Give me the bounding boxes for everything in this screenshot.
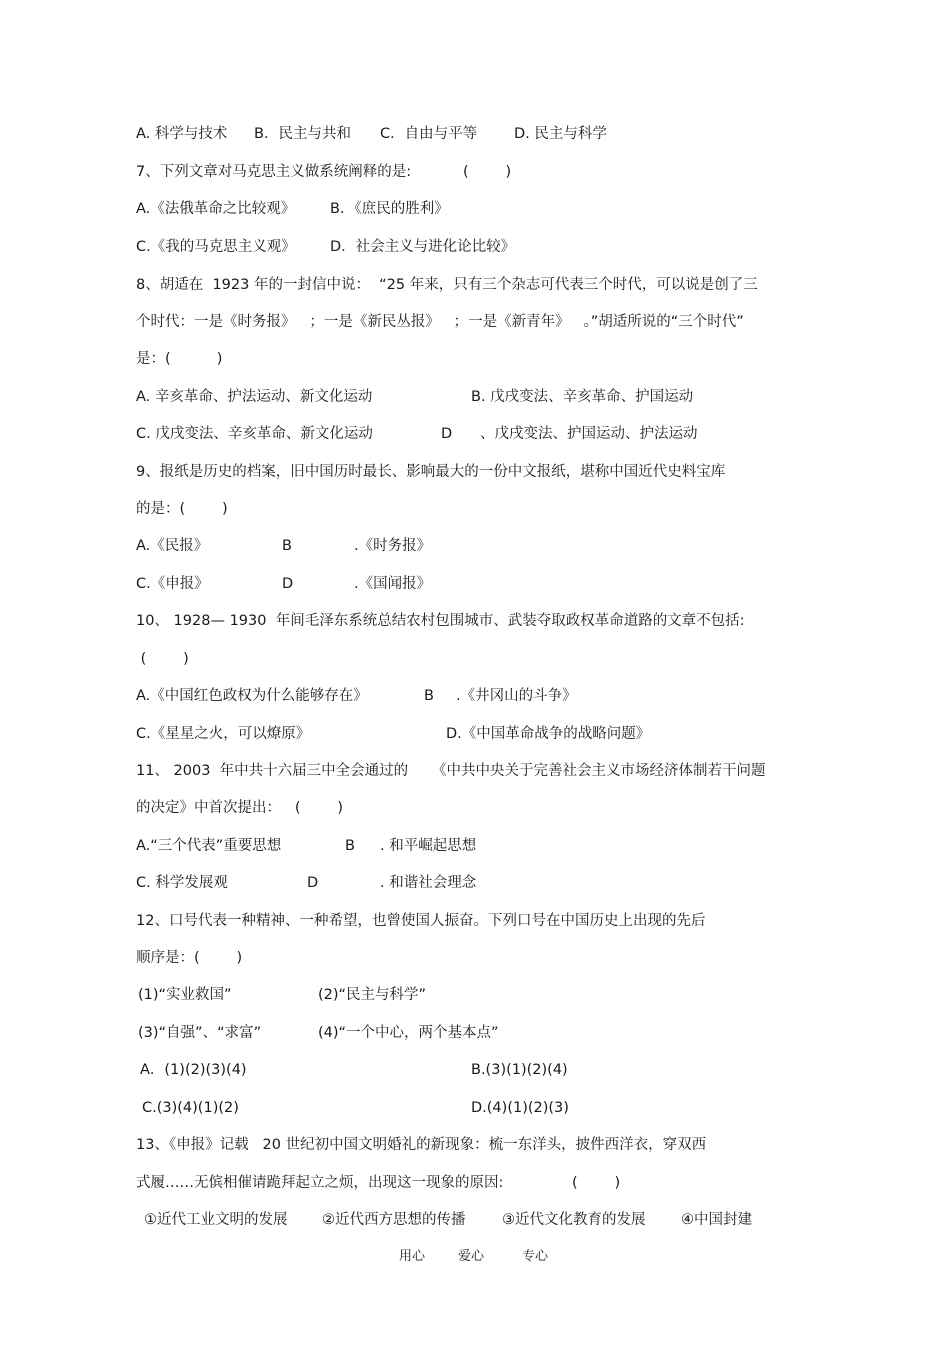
footer-text: 专心 <box>522 1249 549 1264</box>
text-segment: 、戊戌变法、护国运动、护法运动 <box>480 426 698 442</box>
text-segment: 13、《申报》记载 20 世纪初中国文明婚礼的新现象：梳一东洋头，披件西洋衣，穿双西 <box>136 1137 707 1153</box>
text-segment: D <box>307 875 319 891</box>
text-line <box>0 722 950 746</box>
text-segment: ( ) <box>463 164 512 180</box>
footer-text: 用心 <box>399 1249 426 1264</box>
text-segment: ④中国封建 <box>681 1212 752 1228</box>
text-line <box>0 122 950 146</box>
text-segment: ( ) <box>572 1175 621 1191</box>
text-segment: 7、下列文章对马克思主义做系统阐释的是: <box>136 164 412 180</box>
text-segment: D.(4)(1)(2)(3) <box>471 1100 569 1116</box>
text-segment: ②近代西方思想的传播 <box>322 1212 466 1228</box>
text-line <box>0 347 950 371</box>
text-segment: A. 辛亥革命、护法运动、新文化运动 <box>136 389 373 405</box>
text-segment: B．《庶民的胜利》 <box>330 201 449 217</box>
text-line <box>0 273 950 297</box>
text-line <box>0 796 950 820</box>
text-segment: 9、报纸是历史的档案，旧中国历时最长、影响最大的一份中文报纸，堪称中国近代史料宝库 <box>136 464 726 480</box>
text-segment: . 和平崛起思想 <box>380 838 477 854</box>
text-line <box>0 909 950 933</box>
text-segment: C.《我的马克思主义观》 <box>136 239 296 255</box>
text-line <box>0 609 950 633</box>
text-line <box>0 983 950 1007</box>
text-line <box>0 422 950 446</box>
text-segment: D．社会主义与进化论比较》 <box>330 239 516 255</box>
text-segment: ( ) <box>136 651 189 667</box>
text-segment: ③近代文化教育的发展 <box>502 1212 646 1228</box>
text-segment: A．(1)(2)(3)(4) <box>140 1062 247 1078</box>
text-line <box>0 684 950 708</box>
text-segment: D <box>441 426 453 442</box>
text-line <box>0 310 950 334</box>
text-segment: (4)“一个中心，两个基本点” <box>318 1025 499 1041</box>
text-segment: 的是：( ) <box>136 501 228 517</box>
text-segment: . 和谐社会理念 <box>380 875 477 891</box>
text-segment: .《时务报》 <box>354 538 432 554</box>
text-line <box>0 160 950 184</box>
text-segment: A. 科学与技术 <box>136 126 228 142</box>
text-segment: (1)“实业救国” <box>138 987 232 1003</box>
text-segment: C．自由与平等 <box>380 126 478 142</box>
text-line <box>0 1096 950 1120</box>
text-segment: A.“三个代表”重要思想 <box>136 838 282 854</box>
text-line <box>0 497 950 521</box>
text-segment: C.(3)(4)(1)(2) <box>142 1100 239 1116</box>
text-line <box>0 834 950 858</box>
text-segment: ①近代工业文明的发展 <box>144 1212 288 1228</box>
text-line <box>0 946 950 970</box>
text-segment: 式履……无傧相催请跪拜起立之烦，出现这一现象的原因: <box>136 1175 504 1191</box>
text-line <box>0 1058 950 1082</box>
text-segment: 12、口号代表一种精神、一种希望，也曾使国人振奋。下列口号在中国历史上出现的先后 <box>136 913 706 929</box>
text-line <box>0 1208 950 1232</box>
text-segment: (2)“民主与科学” <box>318 987 427 1003</box>
text-segment: B.(3)(1)(2)(4) <box>471 1062 568 1078</box>
text-segment: D.《中国革命战争的战略问题》 <box>446 726 651 742</box>
text-segment: 《中共中央关于完善社会主义市场经济体制若干问题 <box>432 763 766 779</box>
text-segment: C.《星星之火，可以燎原》 <box>136 726 311 742</box>
footer-text: 爱心 <box>458 1249 485 1264</box>
text-segment: C. 戊戌变法、辛亥革命、新文化运动 <box>136 426 373 442</box>
text-line <box>0 1133 950 1157</box>
text-line <box>0 871 950 895</box>
text-segment: B <box>424 688 434 704</box>
text-line <box>0 1021 950 1045</box>
text-segment: B <box>282 538 292 554</box>
text-line <box>0 460 950 484</box>
text-segment: .《国闻报》 <box>354 576 432 592</box>
text-segment: D <box>282 576 294 592</box>
text-line <box>0 1171 950 1195</box>
text-segment: 8、胡适在 1923 年的一封信中说： “25 年来，只有三个杂志可代表三个时代，可以说是创了三 <box>136 277 758 293</box>
text-segment: 个时代：一是《时务报》 ；一是《新民丛报》 ；一是《新青年》 。”胡适所说的“三个时代” <box>136 314 744 330</box>
text-segment: (3)“自强”、“求富” <box>138 1025 262 1041</box>
text-segment: .《井冈山的斗争》 <box>456 688 577 704</box>
text-line <box>0 385 950 409</box>
text-segment: C. 科学发展观 <box>136 875 228 891</box>
text-line <box>0 572 950 596</box>
text-segment: 11、 2003 年中共十六届三中全会通过的 <box>136 763 409 779</box>
text-line <box>0 197 950 221</box>
text-segment: B. 戊戌变法、辛亥革命、护国运动 <box>471 389 694 405</box>
text-line <box>0 759 950 783</box>
text-segment: B <box>345 838 355 854</box>
text-line <box>0 534 950 558</box>
text-segment: A.《民报》 <box>136 538 209 554</box>
text-line <box>0 235 950 259</box>
text-segment: D. 民主与科学 <box>514 126 607 142</box>
text-segment: 的决定》中首次提出： ( ) <box>136 800 344 816</box>
text-line <box>0 647 950 671</box>
text-segment: B．民主与共和 <box>254 126 351 142</box>
text-segment: A.《中国红色政权为什么能够存在》 <box>136 688 368 704</box>
text-segment: 顺序是：( ) <box>136 950 243 966</box>
text-segment: A.《法俄革命之比较观》 <box>136 201 296 217</box>
text-segment: C.《申报》 <box>136 576 209 592</box>
text-segment: 是：( ) <box>136 351 223 367</box>
text-segment: 10、 1928— 1930 年间毛泽东系统总结农村包围城市、武装夺取政权革命道路的文章不包括: <box>136 613 745 629</box>
